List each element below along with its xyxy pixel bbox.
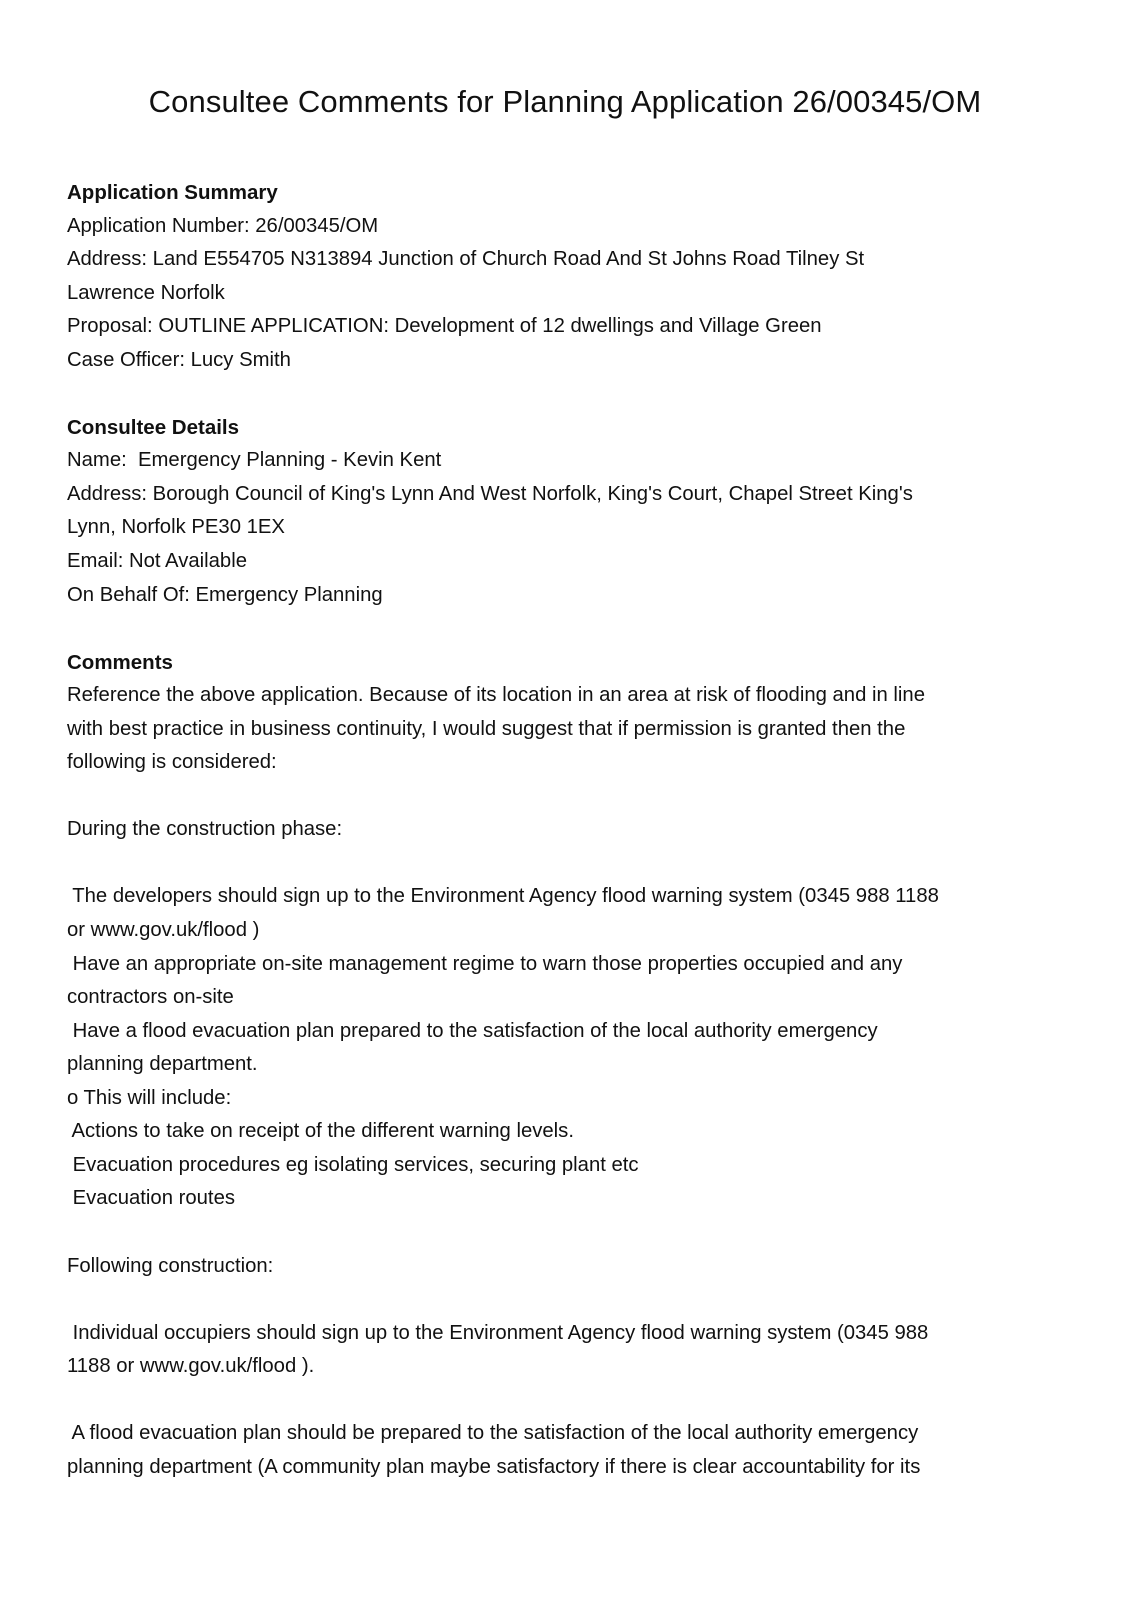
text-line: Lynn, Norfolk PE30 1EX bbox=[67, 516, 285, 539]
text-line: Have a flood evacuation plan prepared to the satisfaction of the local authority emergency bbox=[67, 1019, 878, 1042]
text-line: During the construction phase: bbox=[67, 818, 343, 841]
text-line: planning department. bbox=[67, 1053, 258, 1076]
comments-heading: Comments bbox=[67, 650, 173, 674]
text-line: Email: Not Available bbox=[67, 550, 247, 573]
document-body bbox=[67, 176, 1067, 1484]
text-line: or www.gov.uk/flood ) bbox=[67, 919, 260, 942]
text-line: Address: Land E554705 N313894 Junction of Church Road And St Johns Road Tilney St bbox=[67, 248, 865, 271]
application-summary-heading: Application Summary bbox=[67, 181, 278, 204]
text-line: Individual occupiers should sign up to the Environment Agency flood warning system (0345 988 bbox=[67, 1321, 929, 1344]
text-line: On Behalf Of: Emergency Planning bbox=[67, 583, 383, 606]
text-line: Name: Emergency Planning - Kevin Kent bbox=[67, 449, 442, 472]
text-line bbox=[67, 780, 1067, 814]
text-line: Actions to take on receipt of the different warning levels. bbox=[67, 1120, 574, 1143]
application-summary-section bbox=[67, 176, 1067, 411]
text-line bbox=[67, 1283, 1067, 1317]
text-line bbox=[67, 847, 1067, 881]
text-line: Following construction: bbox=[67, 1254, 274, 1277]
text-line: following is considered: bbox=[67, 751, 277, 774]
text-line: o This will include: bbox=[67, 1086, 232, 1109]
text-line bbox=[67, 1216, 1067, 1250]
document-title: Consultee Comments for Planning Application 26/00345/OM bbox=[148, 84, 982, 119]
text-line: Evacuation procedures eg isolating services, securing plant etc bbox=[67, 1153, 639, 1176]
text-line: Proposal: OUTLINE APPLICATION: Development of 12 dwellings and Village Green bbox=[67, 315, 822, 338]
text-line bbox=[67, 1384, 1067, 1418]
text-line: Evacuation routes bbox=[67, 1187, 235, 1210]
text-line bbox=[67, 612, 1067, 646]
text-line: Case Officer: Lucy Smith bbox=[67, 348, 291, 371]
text-line: Address: Borough Council of King's Lynn And West Norfolk, King's Court, Chapel Street King's bbox=[67, 482, 913, 505]
comments-section bbox=[67, 646, 1067, 1485]
text-line: planning department (A community plan maybe satisfactory if there is clear accountability for its bbox=[67, 1455, 921, 1478]
text-line: contractors on-site bbox=[67, 986, 234, 1009]
text-line bbox=[67, 377, 1067, 411]
text-line: with best practice in business continuity, I would suggest that if permission is granted then the bbox=[67, 717, 906, 740]
text-line: 1188 or www.gov.uk/flood ). bbox=[67, 1355, 315, 1378]
text-line: Have an appropriate on-site management regime to warn those properties occupied and any bbox=[67, 952, 903, 975]
text-line: A flood evacuation plan should be prepared to the satisfaction of the local authority emergency bbox=[67, 1422, 919, 1445]
text-line: Lawrence Norfolk bbox=[67, 281, 225, 304]
consultee-details-heading: Consultee Details bbox=[67, 415, 240, 439]
text-line: The developers should sign up to the Environment Agency flood warning system (0345 988 1188 bbox=[67, 885, 939, 908]
text-line: Reference the above application. Because of its location in an area at risk of flooding and in line bbox=[67, 684, 925, 707]
consultee-details-section bbox=[67, 411, 1067, 646]
text-line: Application Number: 26/00345/OM bbox=[67, 214, 379, 237]
